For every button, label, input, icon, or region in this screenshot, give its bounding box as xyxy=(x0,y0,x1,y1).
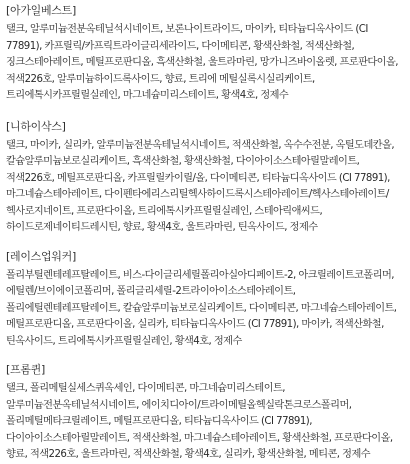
section-spacer xyxy=(6,350,404,361)
section-prom-queen xyxy=(6,361,404,464)
section-title: [프롬퀸] xyxy=(6,363,45,376)
section-spacer xyxy=(6,237,404,248)
section-title: [레이스업워커] xyxy=(6,249,76,263)
ingredient-list: 폴리부틸렌테레프탈레이트, 비스-다이글리세릴폴리아실아디페이트-2, 아크릴레이트코폴리머, 에틸렌/브이에이코폴리머, 폴리글리세릴-2트라이아이소스테아레이트, 폴리에틸렌테레프탈레이트, 칼슘알루미늄보로실리케이트, 다이메티콘, 마그네슘스테아레이트, 메틸프로판디올, 프로판다이올, 실리카, 티타늄디옥사이드 (CI 77891), 마이카, 적색산화철, 틴옥사이드, 트리에톡시카프릴릴실레인, 황색4호, 정제수 xyxy=(6,269,397,347)
ingredient-list: 탤크, 알루미늄전분옥테닐석시네이트, 보론나이트라이드, 마이카, 티타늄디옥사이드 (CI 77891), 카프릴릭/카프릭트라이글리세라이드, 다이메티콘, 황색산화철, 적색산화철, 징크스테아레이트, 메틸프로판디올, 흑색산화철, 울트라마린, 망가니즈바이올렛, 프로판다이올, 적색226호, 알루미늄하이드록사이드, 향료, 트리에 메틸실록시실리케이트, 트리에톡시카프릴릴실레인, 마그네슘미리스테이트, 황색4호, 정제수 xyxy=(6,24,398,101)
section-argyle-best xyxy=(6,2,404,105)
ingredient-list: 탤크, 마이카, 실리카, 알루미늄전분옥테닐석시네이트, 적색산화철, 옥수수전분, 옥틸도데칸올, 칼슘알루미늄보로실리케이트, 흑색산화철, 황색산화철, 다이아이소스테아릴말레이트, 적색226호, 메틸프로판디올, 카프릴릴카이릴/올, 다이메티콘, 티타늄디옥사이드 (CI 77891), 마그네슘스테아레이트, 다이펜타에리스리틸헥사하이드록시스테아레이트/헥사스테아레이트/헥사로지네이트, 프로판다이올, 트리에톡시카프릴릴실레인, 스테아릭애씨드, 하이드로제네이티드레시틴, 향료, 황색4호, 울트라마린, 틴옥사이드, 정제수 xyxy=(6,139,395,233)
section-spacer xyxy=(6,105,404,118)
section-title: [니하이삭스] xyxy=(6,119,66,133)
section-knee-high-socks xyxy=(6,118,404,237)
section-title: [아가일베스트] xyxy=(6,4,76,17)
ingredient-document xyxy=(6,2,404,464)
ingredient-list: 탤크, 폴리메틸실세스퀴옥세인, 다이메티콘, 마그네슘미리스테이트, 알루미늄전분옥테닐석시네이트, 에이치디아이/트라이메틸올헥실락톤크로스폴리머, 폴리메틸메타크릴레이트, 메틸프로판디올, 티타늄디옥사이드 (CI 77891), 다이아이소스테아릴말레이트, 적색산화철, 마그네슘스테아레이트, 황색산화철, 프로판다이올, 향료, 적색226호, 울트라마린, 적색산화철, 황색4호, 실리카, 황색산화철, 메티콘, 정제수 xyxy=(6,383,393,460)
section-lace-up-walker xyxy=(6,248,404,351)
